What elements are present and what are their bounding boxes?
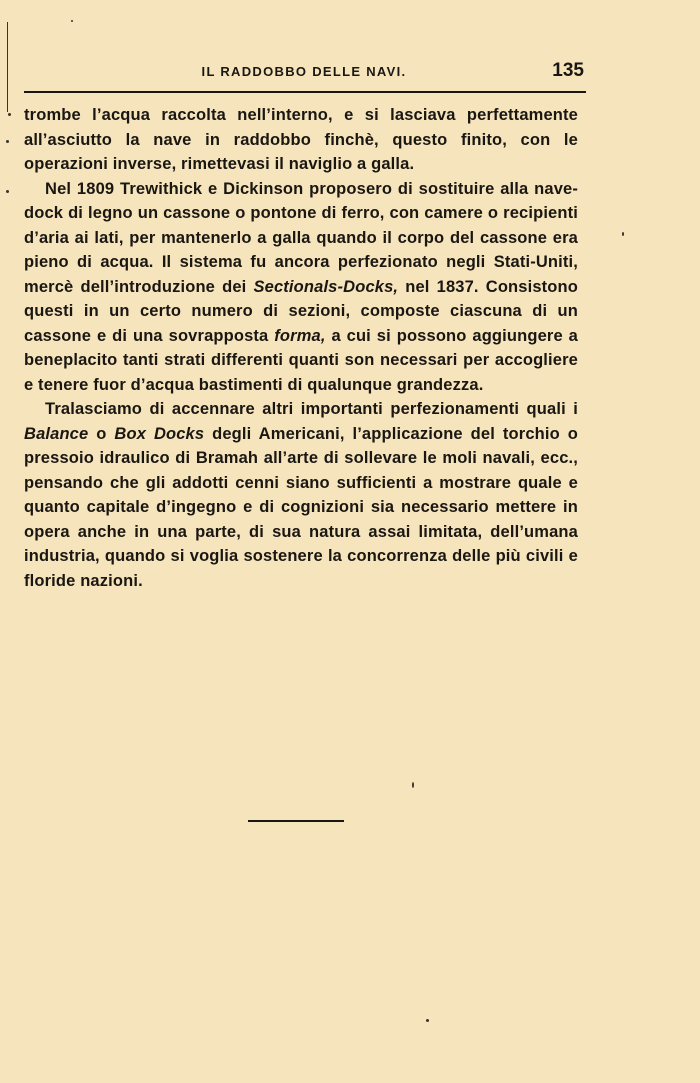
ink-speck — [6, 190, 9, 193]
ink-speck — [71, 20, 73, 22]
paragraph-text: Nel 1809 Trewithick e Dickinson proposero di sostituire alla nave-dock di legno un cassone o pontone di ferro, con camere o recipienti d’aria ai lati, per mantenerlo a galla quando il corpo del cassone era pieno di acqua. Il sistema fu ancora perfezionato negli Stati-Uniti, mercè dell’introduzione dei — [24, 179, 578, 296]
ink-speck — [8, 113, 11, 116]
ink-speck — [6, 140, 9, 143]
page-header — [24, 60, 584, 82]
paragraph-closing — [24, 397, 578, 593]
ink-speck — [426, 1019, 429, 1022]
ink-speck — [412, 782, 414, 788]
italic-term-balance: Balance — [24, 424, 89, 443]
italic-term-forma: forma, — [274, 326, 326, 345]
paragraph-text: nel 1837. Consistono questi in un certo numero di sezioni, composte ciascuna di un cassone e di una sovrapposta — [24, 277, 578, 345]
paragraph-text: o — [88, 424, 115, 443]
chapter-end-rule — [248, 820, 344, 822]
paragraph-1809-cassone — [24, 177, 578, 398]
paragraph-text: Tralasciamo di accennare altri importanti perfezionamenti quali i — [45, 400, 578, 418]
body-text — [24, 103, 578, 593]
paragraph-text: a cui si possono aggiungere a beneplacito tanti strati differenti quanti son necessari per accogliere e tenere fuor d’acqua bastimenti di qualunque grandezza. — [24, 326, 578, 394]
page-number: 135 — [552, 60, 584, 81]
ink-speck — [622, 232, 624, 236]
margin-binding-line — [7, 22, 8, 112]
paragraph-continuation — [24, 103, 578, 177]
italic-term-box-docks: Box Docks — [114, 424, 205, 443]
running-title: IL RADDOBBO DELLE NAVI. — [201, 64, 407, 79]
italic-term-sectionals-docks: Sectionals-Docks, — [253, 277, 399, 296]
paragraph-text: trombe l’acqua raccolta nell’interno, e si lasciava perfettamente all’asciutto la nave in raddobbo finchè, questo finito, con le operazioni inverse, rimettevasi il naviglio a galla. — [24, 106, 578, 173]
header-rule — [24, 91, 586, 93]
paragraph-text: degli Americani, l’applicazione del torchio o pressoio idraulico di Bramah all’arte di sollevare le moli navali, ecc., pensando che gli addotti cenni siano sufficienti a mostrare quale e quanto capitale d’ingegno e di cognizioni sia necessario mettere in opera anche in una parte, di sua natura assai limitata, dell’umana industria, quando si voglia sostenere la concorrenza delle più civili e floride nazioni. — [24, 424, 578, 590]
